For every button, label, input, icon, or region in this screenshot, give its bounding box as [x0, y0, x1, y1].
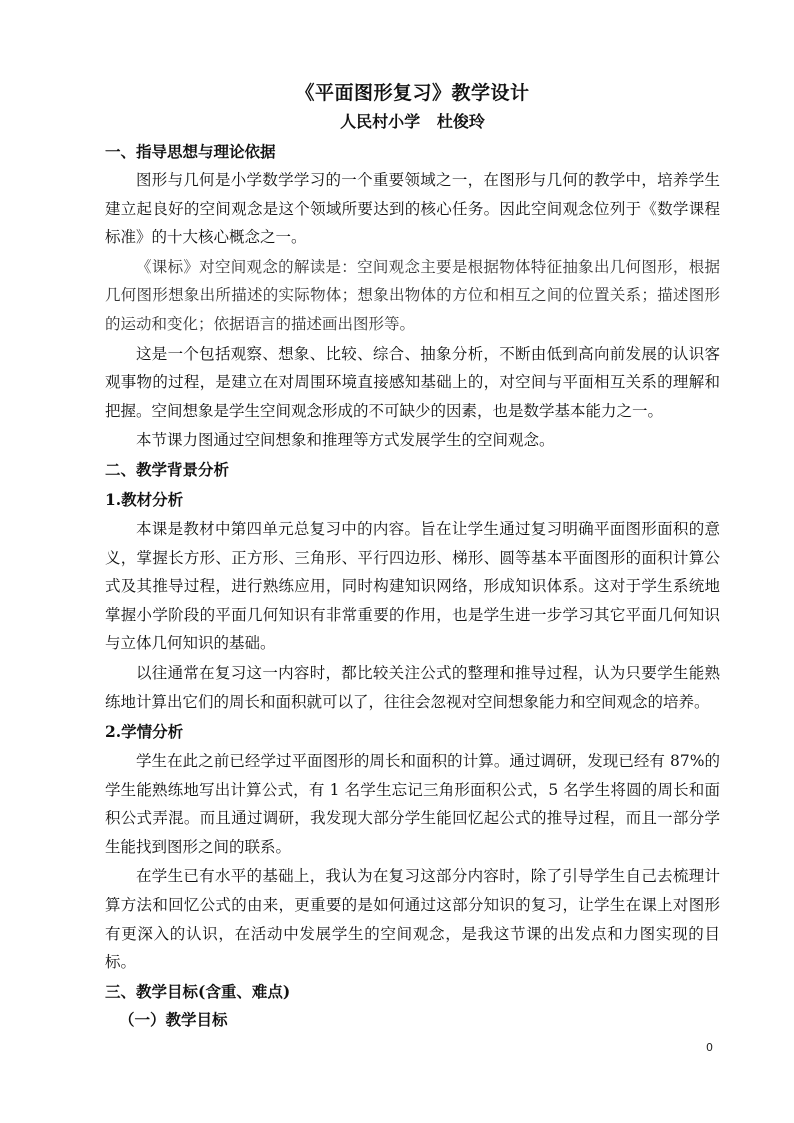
paragraph: 学生在此之前已经学过平面图形的周长和面积的计算。通过调研，发现已经有 87%的学生能熟练地写出计算公式，有 1 名学生忘记三角形面积公式，5 名学生将圆的周长和面积公式弄混。而且通过调研，我发现大部分学生能回忆起公式的推导过程，而且一部分学生能找到图形之间的联系。: [105, 752, 720, 856]
section-heading-3: 三、教学目标(含重、难点): [105, 981, 291, 1001]
author-line: 人民村小学 杜俊玲: [340, 112, 485, 131]
paragraph: 在学生已有水平的基础上，我认为在复习这部分内容时，除了引导学生自己去梳理计算方法和回忆公式的由来，更重要的是如何通过这部分知识的复习，让学生在课上对图形有更深入的认识，在活动中发展学生的空间观念，是我这节课的出发点和力图实现的目标。: [105, 867, 720, 972]
paragraph: 《课标》对空间观念的解读是：空间观念主要是根据物体特征抽象出几何图形，根据几何图形想象出所描述的实际物体；想象出物体的方位和相互之间的位置关系；描述图形的运动和变化；依据语言的描述画出图形等。: [105, 257, 720, 333]
paragraph: 本节课力图通过空间想象和推理等方式发展学生的空间观念。: [136, 431, 555, 450]
subsection-heading-objectives: （一）教学目标: [119, 1009, 228, 1029]
page-number: 0: [706, 1041, 713, 1054]
paragraph: 图形与几何是小学数学学习的一个重要领域之一，在图形与几何的教学中，培养学生建立起良好的空间观念是这个领域所要达到的核心任务。因此空间观念位列于《数学课程标准》的十大核心概念之一。: [105, 171, 720, 247]
document-body: [105, 78, 720, 1034]
paragraph: 以往通常在复习这一内容时，都比较关注公式的整理和推导过程，认为只要学生能熟练地计算出它们的周长和面积就可以了，往往会忽视对空间想象能力和空间观念的培养。: [105, 663, 720, 711]
subsection-heading-textbook: 1.教材分析: [105, 489, 184, 509]
section-heading-1: 一、指导思想与理论依据: [105, 142, 276, 161]
paragraph: 这是一个包括观察、想象、比较、综合、抽象分析，不断由低到高向前发展的认识客观事物的过程，是建立在对周围环境直接感知基础上的，对空间与平面相互关系的理解和把握。空间想象是学生空间观念形成的不可缺少的因素，也是数学基本能力之一。: [105, 344, 720, 420]
subsection-heading-students: 2.学情分析: [105, 722, 184, 742]
document-title: 《平面图形复习》教学设计: [295, 82, 530, 104]
section-heading-2: 二、教学背景分析: [105, 459, 230, 479]
paragraph: 本课是教材中第四单元总复习中的内容。旨在让学生通过复习明确平面图形面积的意义，掌握长方形、正方形、三角形、平行四边形、梯形、圆等基本平面图形的面积计算公式及其推导过程，进行熟练应用，同时构建知识网络，形成知识体系。这对于学生系统地掌握小学阶段的平面几何知识有非常重要的作用，也是学生进一步学习其它平面几何知识与立体几何知识的基础。: [105, 519, 720, 653]
